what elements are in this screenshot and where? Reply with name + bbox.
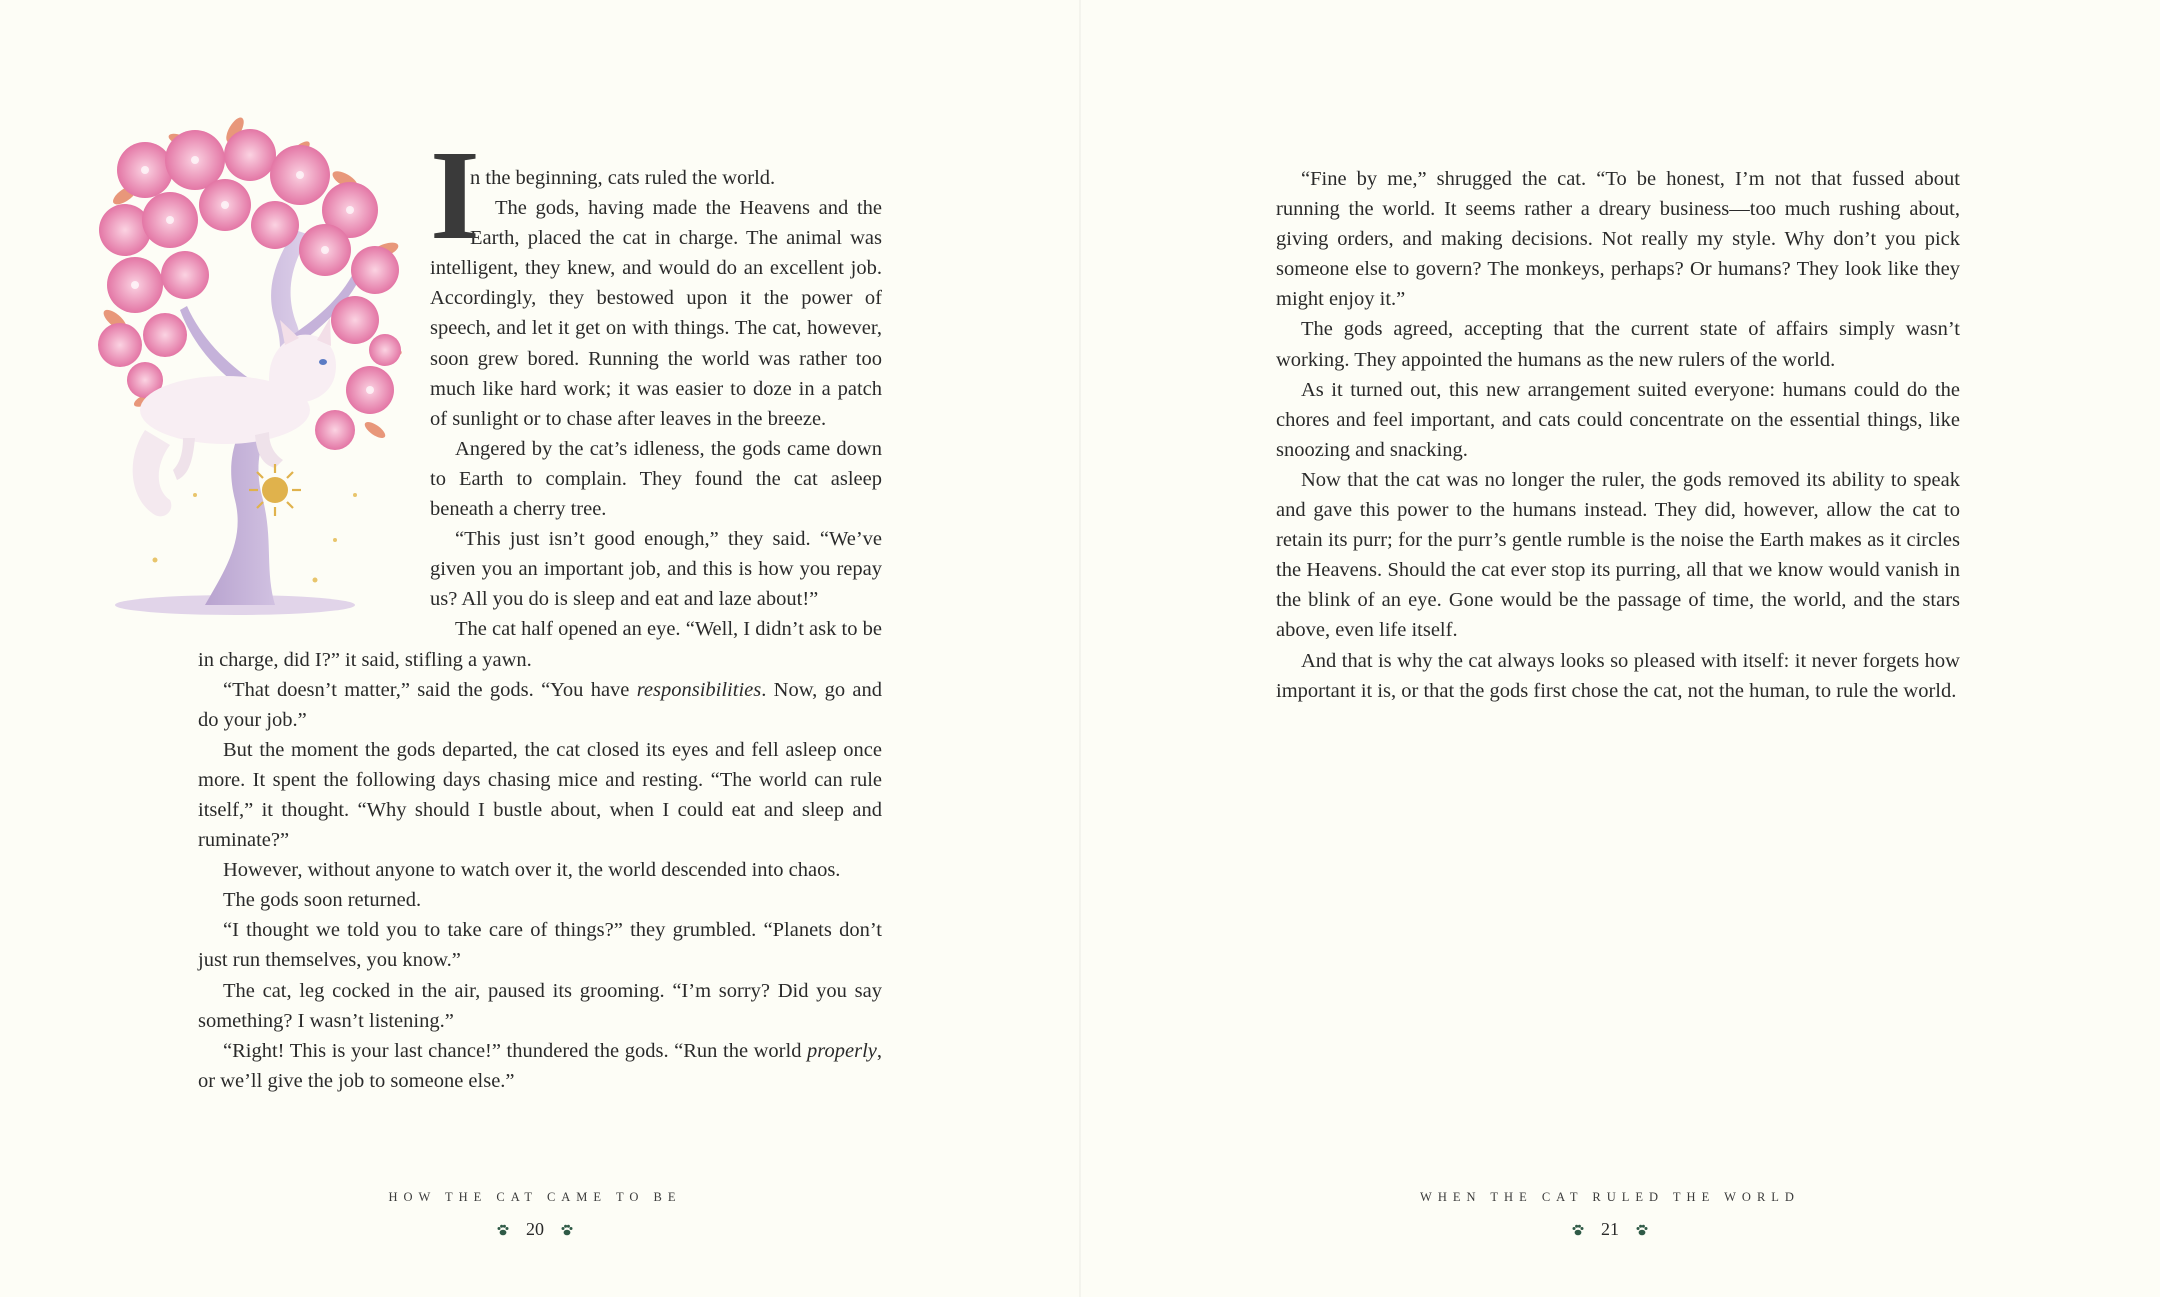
paragraph: However, without anyone to watch over it, the world descended into chaos.: [223, 859, 841, 882]
emphasis-text: properly: [807, 1039, 877, 1062]
right-page-body: [1276, 164, 1960, 706]
paw-print-icon: [560, 1223, 574, 1237]
drop-cap: I: [430, 124, 480, 266]
paragraph: As it turned out, this new arrangement suited everyone: humans could do the chores and feel important, and cats could concentrate on the essential things, like snoozing and snacking.: [1276, 378, 1960, 461]
paragraph-text: . Now, go and do your job.”: [198, 678, 882, 731]
paragraph: Now that the cat was no longer the ruler, the gods removed its ability to speak and gave this power to the humans instead. They did, however, allow the cat to retain its purr; for the purr’s gentle rumble is the noise the Earth makes as it circles the Heavens. Should the cat ever stop its purring, all that we know would vanish in the blink of an eye. Gone would be the passage of time, the world, and the stars above, even life itself.: [1276, 468, 1960, 642]
paragraph-text: “Right! This is your last chance!” thundered the gods. “Run the world: [223, 1039, 808, 1062]
running-head-right: [1070, 1188, 2150, 1206]
illustration-wrap-spacer: [198, 163, 430, 626]
running-head-text: HOW THE CAT CAME TO BE: [388, 1190, 682, 1204]
paragraph: The gods, having made the Heavens and the Earth, placed the cat in charge. The animal was intelligent, they knew, and would do an excellent job. Accordingly, they bestowed upon it the power of speech, and let it get on with things. The cat, however, soon grew bored. Running the world was rather too much like hard work; it was easier to doze in a patch of sunlight or to chase after leaves in the breeze.: [430, 197, 882, 430]
folio-left: [0, 1219, 1075, 1240]
paragraph: n the beginning, cats ruled the world.: [470, 167, 776, 189]
paragraph: The gods soon returned.: [223, 889, 422, 912]
drop-cap-wrap: [430, 124, 480, 266]
paw-print-icon: [496, 1223, 510, 1237]
paragraph: And that is why the cat always looks so pleased with itself: it never forgets how important it is, or that the gods first chose the cat, not the human, to rule the world.: [1276, 649, 1960, 702]
paw-print-icon: [1635, 1223, 1649, 1237]
paragraph-text: “That doesn’t matter,” said the gods. “You have: [223, 678, 637, 701]
paragraph: [198, 1036, 882, 1096]
paragraph: The cat, leg cocked in the air, paused its grooming. “I’m sorry? Did you say something? I wasn’t listening.”: [198, 979, 882, 1032]
paragraph: The gods agreed, accepting that the current state of affairs simply wasn’t working. They appointed the humans as the new rulers of the world.: [1276, 318, 1960, 371]
folio-right: [1070, 1219, 2150, 1240]
emphasis-text: responsibilities: [636, 678, 762, 701]
paragraph: But the moment the gods departed, the cat closed its eyes and fell asleep once more. It spent the following days chasing mice and resting. “The world can rule itself,” it thought. “Why should I bustle about, when I could eat and sleep and ruminate?”: [198, 738, 882, 852]
paw-print-icon: [1571, 1223, 1585, 1237]
left-page-body: [198, 124, 882, 1096]
page-number: 20: [526, 1219, 544, 1239]
paragraph: The cat half opened an eye. “Well, I didn’t ask to be in charge, did I?” it said, stifling a yawn.: [198, 618, 882, 671]
running-head-left: [0, 1188, 1075, 1206]
paragraph-text: , or we’ll give the job to someone else.”: [198, 1039, 882, 1092]
paragraph: “I thought we told you to take care of things?” they grumbled. “Planets don’t just run themselves, you know.”: [198, 919, 882, 972]
paragraph: “This just isn’t good enough,” they said. “We’ve given you an important job, and this is how you repay us? All you do is sleep and eat and laze about!”: [430, 528, 882, 611]
page-number: 21: [1601, 1219, 1619, 1239]
paragraph: “Fine by me,” shrugged the cat. “To be honest, I’m not that fussed about running the world. It seems rather a dreary business—too much rushing about, giving orders, and making decisions. Not really my style. Why don’t you pick someone else to govern? The monkeys, perhaps? Or humans? They look like they might enjoy it.”: [1276, 168, 1960, 311]
paragraph: [198, 675, 882, 735]
paragraph: Angered by the cat’s idleness, the gods came down to Earth to complain. They found the cat asleep beneath a cherry tree.: [430, 437, 882, 521]
running-head-text: WHEN THE CAT RULED THE WORLD: [1420, 1190, 1800, 1204]
